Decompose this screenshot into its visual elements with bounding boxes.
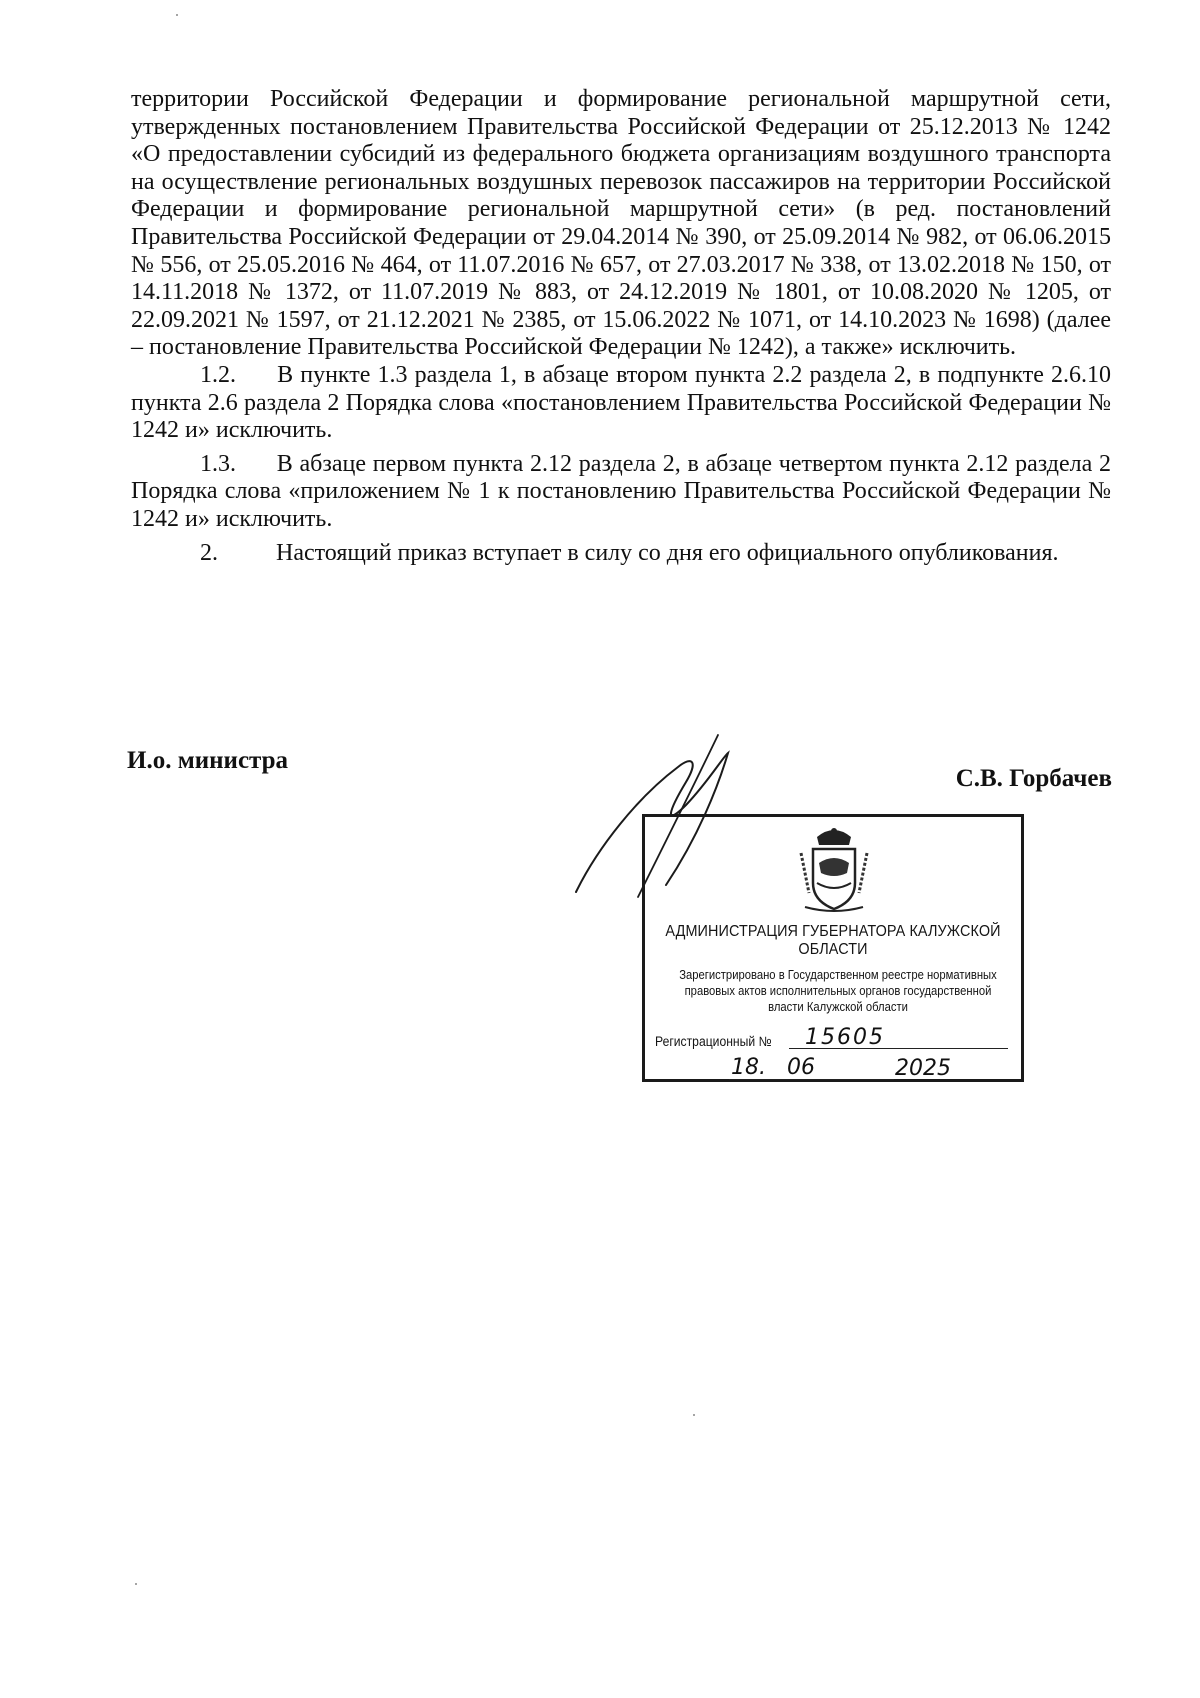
paragraph-number: 1.3. [200, 450, 236, 477]
registration-stamp [642, 814, 1024, 1082]
paragraph-number: 1.2. [200, 361, 236, 388]
paragraph-2 [131, 540, 1111, 568]
signatory-name: С.В. Горбачев [955, 765, 1112, 792]
stamp-registered-text: Зарегистрировано в Государственном реестре нормативных правовых актов исполнительных органов государственной власти Калужской области [679, 968, 997, 1014]
signatory-title: И.о. министра [127, 747, 289, 774]
stamp-organization: АДМИНИСТРАЦИЯ ГУБЕРНАТОРА КАЛУЖСКОЙ ОБЛАСТИ [665, 923, 1001, 958]
paragraph-text: Настоящий приказ вступает в силу со дня его официального опубликования. [276, 539, 1059, 566]
stamp-reg-label: Регистрационный № [655, 1034, 772, 1049]
stamp-date: 18. 06 [731, 1055, 815, 1080]
paragraph-text: В пункте 1.3 раздела 1, в абзаце втором пункта 2.2 раздела 2, в подпункте 2.6.10 пункта 2.6 раздела 2 Порядка слова «постановлением Правительства Российской Федерации № 1242 и» исключить. [131, 361, 1111, 444]
paragraph-text: В абзаце первом пункта 2.12 раздела 2, в абзаце четвертом пункта 2.12 раздела 2 Порядка слова «приложением № 1 к постановлению Правительства Российской Федерации № 1242 и» исключить. [131, 450, 1112, 532]
document-body [131, 86, 1111, 567]
scan-speck [176, 14, 178, 16]
paragraph-number: 2. [200, 539, 218, 566]
paragraph-1-3 [131, 451, 1111, 534]
paragraph-text: территории Российской Федерации и формирование региональной маршрутной сети, утвержденных постановлением Правительства Российской Федерации от 25.12.2013 № 1242 «О предоставлении субсидий из федерального бюджета организациям воздушного транспорта на осуществление региональных воздушных перевозок пассажиров на территории Российской Федерации и формирование региональной маршрутной сети» (в ред. постановлений Правительства Российской Федерации от 29.04.2014 № 390, от 25.09.2014 № 982, от 06.06.2015 № 556, от 25.05.2016 № 464, от 11.07.2016 № 657, от 27.03.2017 № 338, от 13.02.2018 № 150, от 14.11.2018 № 1372, от 11.07.2019 № 883, от 24.12.2019 № 1801, от 10.08.2020 № 1205, от 22.09.2021 № 1597, от 21.12.2021 № 2385, от 15.06.2022 № 1071, от 14.10.2023 № 1698) (далее – постановление Правительства Российской Федерации № 1242), а также» исключить. [131, 86, 1111, 361]
stamp-year: 2025 [895, 1056, 951, 1081]
stamp-date-line [729, 1054, 951, 1082]
scan-speck [135, 1583, 137, 1585]
coat-of-arms-icon [795, 823, 873, 915]
stamp-registration-line [655, 1027, 1010, 1051]
paragraph-continuation [131, 86, 1111, 362]
scan-speck [693, 1414, 695, 1416]
stamp-reg-number: 15605 [805, 1025, 885, 1050]
paragraph-1-2 [131, 362, 1111, 445]
